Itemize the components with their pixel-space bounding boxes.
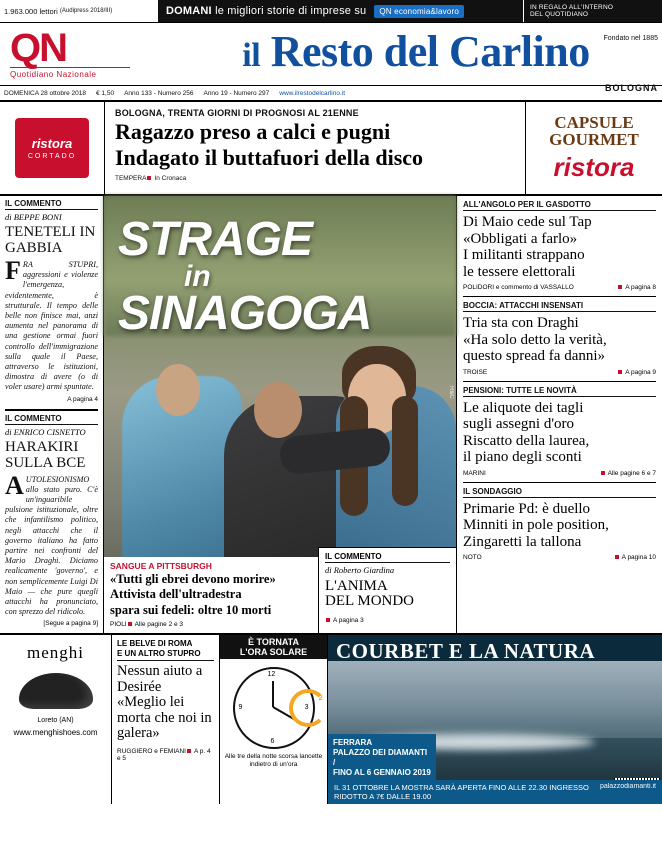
courbet-venue: PALAZZO DEI DIAMANTI / (333, 748, 428, 767)
story-desiree-byline: RUGGIERO e FEMIANI (117, 747, 186, 755)
story-desiree-kicker (117, 639, 214, 661)
lead-headline-line2: in (184, 260, 211, 293)
commentary-2-title: HARAKIRI SULLA BCE (5, 438, 86, 471)
lead-headline-line3: SINAGOGA (118, 287, 372, 340)
story-tria-line3: questo spread fa danni» (463, 348, 606, 364)
issue-price: € 1,50 (96, 89, 115, 97)
lead-caption-line1: «Tutti gli ebrei devono morire» (110, 571, 276, 586)
clock-number-3: 3 (304, 704, 309, 711)
story-pensioni-line4: il piano degli sconti (463, 449, 582, 465)
lead-caption-line2: Attivista dell'ultradestra (110, 587, 242, 601)
clock-number-12: 12 (267, 671, 276, 678)
story-desiree-footer (117, 748, 214, 762)
capsule-gourmet-line1: CAPSULE (554, 112, 634, 132)
story-sondaggio-line1: Primarie Pd: è duello (463, 500, 591, 517)
readership-note (0, 0, 158, 22)
ristora-cortado-ad[interactable] (0, 102, 105, 194)
lead-headline (118, 213, 372, 340)
readership-source: (Audipress 2018/III) (59, 8, 113, 14)
story-pensioni-line3: Riscatto della laurea, (463, 432, 590, 449)
commentary-1[interactable] (5, 199, 98, 403)
promo-banner-text: le migliori storie di imprese su (215, 5, 367, 17)
clock-number-6: 6 (270, 738, 275, 745)
courbet-info-box (328, 734, 436, 782)
capsule-gourmet-line2: GOURMET (549, 129, 639, 149)
readership-count: 1.963.000 lettori (4, 6, 58, 16)
story-pensioni-ref: Alle pagine 6 e 7 (607, 469, 656, 477)
courbet-strip-text: IL 31 OTTOBRE LA MOSTRA SARÀ APERTA FINO ALLE 22.30 INGRESSO RIDOTTO A 7€ DALLE 19.00 (334, 783, 589, 801)
top-story-headline-1: Ragazzo preso a calci e pugni (115, 119, 391, 144)
courbet-title (336, 639, 595, 664)
clock-face-icon (233, 667, 323, 749)
story-tap-kicker: ALL'ANGOLO PER IL GASDOTTO (463, 200, 656, 211)
lead-headline-line1: STRAGE (118, 213, 313, 266)
opinion-title-line2: DEL MONDO (325, 593, 415, 609)
opinion-box[interactable] (318, 547, 456, 633)
lead-caption-byline: PIOLI (110, 621, 127, 628)
menghi-url[interactable]: www.menghishoes.com (13, 728, 98, 737)
story-sondaggio-line3: Zingaretti la tallona (463, 533, 582, 550)
edition-label: BOLOGNA (605, 83, 658, 93)
story-sondaggio-byline: NOTO (463, 554, 482, 561)
menghi-location: Loreto (AN) (37, 717, 74, 724)
story-sondaggio-ref: A pagina 10 (621, 554, 656, 561)
gift-note (523, 0, 662, 22)
story-sondaggio-kicker: IL SONDAGGIO (463, 487, 656, 498)
story-tria-line1: Tria sta con Draghi (463, 315, 579, 331)
clock-header (220, 635, 327, 659)
story-tap-line2: «Obbligati a farlo» (463, 230, 578, 247)
commentary-2-dropcap: A (5, 470, 24, 500)
story-tap-footer (463, 284, 656, 291)
ristora-brand: ristora (553, 151, 635, 182)
commentary-1-body (5, 256, 98, 393)
founded-label: Fondato nel 1885 (603, 35, 658, 42)
commentary-2-ref: [Segue a pagina 9] (43, 620, 98, 628)
story-pensioni-line2: sugli assegni d'oro (463, 416, 575, 432)
daylight-saving-box[interactable] (220, 635, 328, 804)
issue-year-local: Anno 19 - Numero 297 (203, 89, 270, 97)
commentary-2-author: di ENRICO CISNETTO (5, 426, 86, 437)
lead-caption-line3: spara sui fedeli: oltre 10 morti (110, 602, 272, 617)
story-sondaggio-line2: Minniti in pole position, (463, 517, 609, 533)
lead-photo-column (104, 196, 457, 633)
bullet-square-icon (618, 285, 622, 289)
top-story-row (0, 102, 662, 196)
photo-figure-right-hair-right (392, 396, 418, 506)
opinion-author: di Roberto Giardina (325, 565, 395, 575)
clock-caption: Alle tre della notte scorsa lancette indietro di un'ora (224, 753, 323, 768)
ristora-logo-name: ristora (31, 136, 73, 151)
qn-subtitle: Quotidiano Nazionale (10, 67, 130, 79)
story-tria[interactable] (463, 297, 656, 381)
photo-figure-left-head (156, 364, 200, 416)
date-bar (0, 86, 662, 102)
ristora-logo (15, 118, 89, 178)
story-desiree[interactable] (112, 635, 220, 804)
courbet-title-word1: COURBET (336, 639, 443, 663)
clock-header-line2: L'ORA SOLARE (239, 647, 308, 657)
clock-hand-hour (272, 681, 274, 707)
story-sondaggio-footer (463, 554, 656, 561)
capsule-gourmet-ad[interactable] (526, 102, 662, 194)
qn-economia-badge: QN economia&lavoro (374, 5, 464, 18)
bullet-square-icon (147, 176, 151, 180)
story-tria-line2: «Ha solo detto la verità, (463, 331, 607, 348)
story-pensioni-line1: Le aliquote dei tagli (463, 399, 584, 416)
commentary-2-label: IL COMMENTO (5, 414, 98, 425)
right-column (457, 196, 662, 633)
top-story-headline-2: Indagato il buttafuori della disco (115, 145, 424, 170)
lead-caption-ref: Alle pagine 2 e 3 (134, 621, 184, 628)
story-tap-line1: Di Maio cede sul Tap (463, 214, 592, 230)
shoe-image (19, 673, 93, 709)
courbet-title-word2: E LA NATURA (448, 639, 596, 663)
bullet-square-icon (128, 622, 132, 626)
title-name: Resto del Carlino (270, 27, 590, 76)
ristora-logo-sub: CORTADO (27, 153, 77, 160)
story-pensioni-byline: MARINI (463, 469, 486, 477)
story-tap-ref: A pagina 8 (625, 284, 656, 291)
commentary-2-body (5, 470, 98, 618)
story-tap-line4: le tessere elettorali (463, 263, 576, 280)
story-pensioni-kicker: PENSIONI: TUTTE LE NOVITÀ (463, 386, 656, 397)
top-story-kicker: BOLOGNA, TRENTA GIORNI DI PROGNOSI AL 21ENNE (115, 108, 359, 118)
menghi-brand: menghi (27, 643, 84, 662)
gift-note-line1: IN REGALO ALL'INTERNO (530, 4, 614, 11)
photo-credit: R&C (448, 386, 454, 399)
clock-number-9: 9 (238, 704, 243, 711)
issue-date: DOMENICA 28 ottobre 2018 (4, 89, 87, 97)
bullet-square-icon (187, 749, 191, 753)
photo-figure-center-head (254, 382, 302, 438)
commentary-1-ref: A pagina 4 (67, 395, 98, 403)
story-desiree-ref: A p. 4 e 5 (117, 747, 211, 762)
opinion-title-line1: L'ANIMA (325, 578, 388, 594)
courbet-exhibition-ad[interactable] (328, 635, 662, 804)
main-content (0, 196, 662, 635)
bullet-square-icon (618, 370, 622, 374)
lead-caption-footer (110, 621, 312, 628)
left-column (0, 196, 104, 633)
title-article: il (242, 37, 261, 74)
bullet-square-icon (326, 618, 330, 622)
clock-marker-2: 2 (318, 695, 323, 702)
menghi-shoes-ad[interactable] (0, 635, 112, 804)
story-pensioni[interactable] (463, 382, 656, 482)
story-tria-byline: TROISE (463, 368, 488, 376)
story-desiree-kicker-line2: E UN ALTRO STUPRO (117, 648, 201, 658)
courbet-city: FERRARA (333, 738, 373, 747)
qn-logo-block (0, 25, 170, 79)
commentary-1-dropcap: F (5, 256, 21, 285)
lead-caption[interactable] (104, 557, 318, 634)
story-tap[interactable] (463, 196, 656, 296)
commentary-1-title: TENETELI IN GABBIA (5, 224, 96, 256)
story-sondaggio[interactable] (463, 483, 656, 567)
gift-note-line2: DEL QUOTIDIANO (530, 11, 589, 18)
top-story-footer (115, 175, 515, 182)
top-strip (0, 0, 662, 23)
lead-caption-kicker: SANGUE A PITTSBURGH (110, 560, 212, 571)
story-tap-line3: I militanti strappano (463, 247, 585, 263)
story-tria-ref: A pagina 9 (625, 368, 656, 376)
website-url[interactable]: www.ilrestodelcarlino.it (279, 89, 345, 97)
commentary-2-text: UTOLESIONISMO allo stato puro. C'è un'inguaribile pulsione istituzionale, oltre che infantilismo politico, negli attacchi che il governo italiano ha fatto partire nei confronti del Mario Draghi. Diciamo realicamente 'governo', e non semplicemente Luigi Di Maio — che pure quegli attacchi ha pronunciato, con sprezzo del ridicolo. (5, 474, 98, 617)
top-story[interactable] (105, 102, 526, 194)
story-pensioni-footer (463, 470, 656, 477)
promo-banner-bold: DOMANI (166, 5, 212, 17)
page-title (170, 29, 662, 79)
courbet-website[interactable]: palazzodiamanti.it (599, 783, 656, 790)
story-desiree-headline: Nessun aiuto a Desirée «Meglio lei morta che noi in galera» (117, 663, 212, 741)
promo-banner (158, 0, 523, 22)
qn-logo: QN (10, 25, 66, 70)
opinion-ref: A pagina 3 (333, 617, 364, 624)
story-tria-footer (463, 369, 656, 376)
top-story-byline: TEMPERA (115, 175, 147, 182)
top-story-ref: In Cronaca (154, 175, 187, 182)
issue-year: Anno 133 - Numero 256 (124, 89, 194, 97)
opinion-footer (325, 617, 450, 624)
divider (5, 409, 98, 411)
courbet-strip (328, 780, 662, 804)
commentary-1-label: IL COMMENTO (5, 199, 98, 210)
opinion-label: IL COMMENTO (325, 552, 450, 563)
commentary-1-text: RA STUPRI, aggressioni e violenze l'emergenza, evidentemente, è strutturale. Il tempo delle belle non finisce mai, anzi aumenta nel panorama di una gestione ormai fuori controllo dell'immigrazione sulla quale il Paese, attraverso le istituzioni, dimostra di avere (o di voler usare) armi spuntate. (5, 260, 98, 392)
story-tria-kicker: BOCCIA: ATTACCHI INSENSATI (463, 301, 656, 312)
courbet-dates: FINO AL 6 GENNAIO 2019 (333, 768, 431, 777)
story-desiree-kicker-line1: LE BELVE DI ROMA (117, 639, 193, 648)
commentary-1-author: di BEPPE BONI (5, 212, 62, 222)
bullet-square-icon (601, 471, 605, 475)
story-tap-byline: POLIDORI e commento di VASSALLO (463, 284, 574, 291)
clock-header-line1: È TORNATA (248, 637, 299, 647)
bottom-row (0, 635, 662, 804)
bullet-square-icon (615, 555, 619, 559)
commentary-2[interactable] (5, 414, 98, 628)
